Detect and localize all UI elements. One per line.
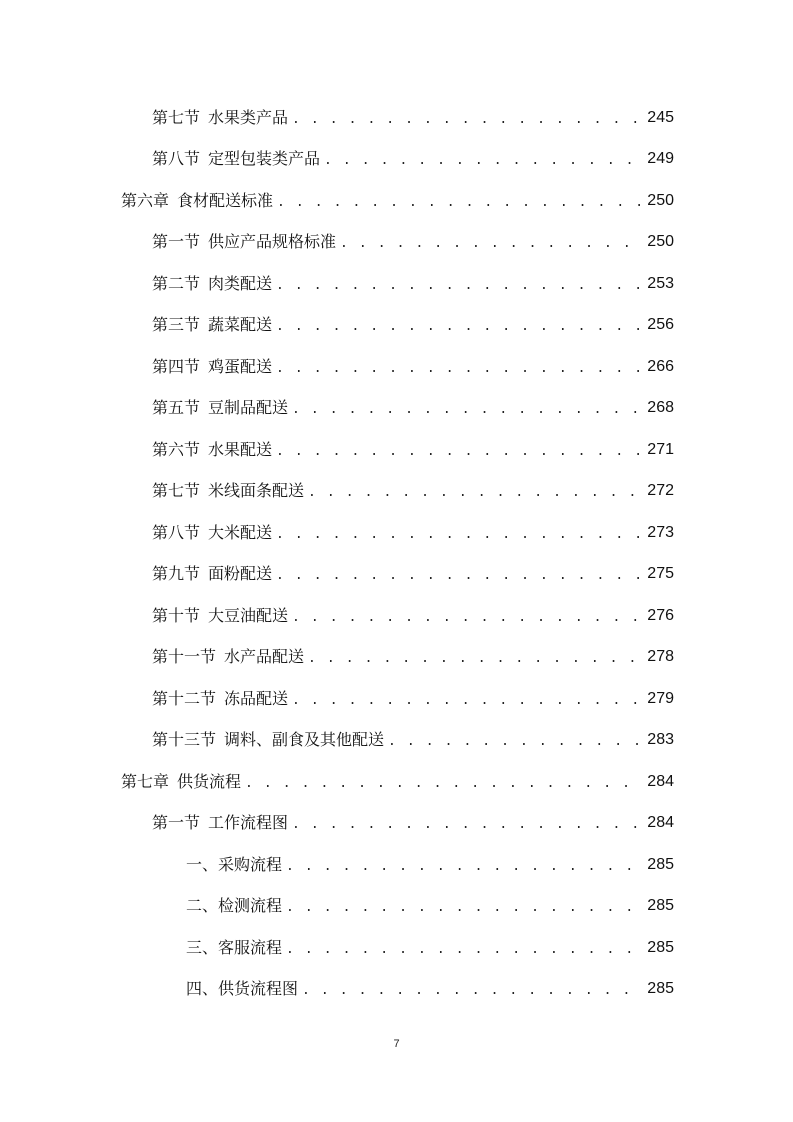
toc-entry-number: 第六章 xyxy=(121,190,170,210)
toc-entry[interactable] xyxy=(0,595,793,637)
toc-entry-title xyxy=(186,979,298,999)
toc-entry-page-number: 275 xyxy=(647,565,674,583)
toc-entry-text: 供货流程 xyxy=(177,771,242,791)
toc-entry-text: 供应产品规格标准 xyxy=(208,232,337,252)
dot-leader xyxy=(292,691,641,711)
toc-entry-number: 第七节 xyxy=(152,107,201,127)
toc-entry[interactable] xyxy=(0,305,793,347)
toc-entry[interactable] xyxy=(0,97,793,139)
toc-entry-title xyxy=(152,647,304,667)
dot-leader xyxy=(286,898,641,918)
toc-entry-number: 三、 xyxy=(186,937,219,957)
toc-entry-text: 水果配送 xyxy=(208,439,273,459)
dot-leader xyxy=(308,649,641,669)
toc-entry-text: 米线面条配送 xyxy=(208,481,305,501)
toc-entry-title xyxy=(152,440,272,460)
toc-entry-page-number: 250 xyxy=(647,191,674,209)
toc-entry[interactable] xyxy=(0,512,793,554)
toc-entry[interactable] xyxy=(0,720,793,762)
toc-entry[interactable] xyxy=(0,844,793,886)
toc-entry[interactable] xyxy=(0,388,793,430)
toc-entry[interactable] xyxy=(0,429,793,471)
toc-entry-title xyxy=(152,481,304,501)
dot-leader xyxy=(340,234,641,254)
toc-entry-page-number: 273 xyxy=(647,523,674,541)
toc-entry-number: 一、 xyxy=(186,854,219,874)
toc-entry-number: 第五节 xyxy=(152,398,201,418)
toc-entry[interactable] xyxy=(0,678,793,720)
toc-entry[interactable] xyxy=(0,139,793,181)
toc-entry-number: 第十三节 xyxy=(152,730,217,750)
toc-entry[interactable] xyxy=(0,222,793,264)
toc-entry-page-number: 250 xyxy=(647,233,674,251)
toc-entry-title xyxy=(152,357,272,377)
toc-entry[interactable] xyxy=(0,554,793,596)
toc-entry[interactable] xyxy=(0,263,793,305)
toc-entry-text: 调料、副食及其他配送 xyxy=(224,730,385,750)
dot-leader xyxy=(276,317,641,337)
toc-entry-number: 第八节 xyxy=(152,149,201,169)
dot-leader xyxy=(292,608,641,628)
dot-leader xyxy=(302,981,641,1001)
dot-leader xyxy=(276,442,641,462)
toc-entry-number: 第十一节 xyxy=(152,647,217,667)
toc-entry-page-number: 279 xyxy=(647,689,674,707)
toc-entry-page-number: 276 xyxy=(647,606,674,624)
toc-entry-page-number: 245 xyxy=(647,108,674,126)
toc-entry-text: 面粉配送 xyxy=(208,564,273,584)
toc-entry-page-number: 278 xyxy=(647,648,674,666)
toc-entry-text: 水产品配送 xyxy=(224,647,305,667)
toc-entry-text: 供货流程图 xyxy=(218,979,299,999)
toc-entry-title xyxy=(152,232,336,252)
toc-entry-page-number: 284 xyxy=(647,772,674,790)
toc-entry-number: 第四节 xyxy=(152,356,201,376)
dot-leader xyxy=(277,193,641,213)
toc-entry-text: 肉类配送 xyxy=(208,273,273,293)
toc-entry-number: 第七节 xyxy=(152,481,201,501)
toc-entry-number: 第九节 xyxy=(152,564,201,584)
toc-entry-title xyxy=(152,523,272,543)
dot-leader xyxy=(245,774,641,794)
toc-entry-number: 第十节 xyxy=(152,605,201,625)
toc-entry-text: 工作流程图 xyxy=(208,813,289,833)
toc-entry-number: 第二节 xyxy=(152,273,201,293)
dot-leader xyxy=(388,732,641,752)
toc-entry-page-number: 285 xyxy=(647,855,674,873)
toc-entry-title xyxy=(152,689,288,709)
toc-entry-page-number: 266 xyxy=(647,357,674,375)
dot-leader xyxy=(276,525,641,545)
toc-entry-title xyxy=(121,191,273,211)
toc-entry-text: 鸡蛋配送 xyxy=(208,356,273,376)
toc-entry-title xyxy=(152,274,272,294)
toc-entry-text: 豆制品配送 xyxy=(208,398,289,418)
table-of-contents xyxy=(0,97,793,1010)
toc-entry-text: 定型包装类产品 xyxy=(208,149,321,169)
dot-leader xyxy=(292,110,641,130)
toc-entry-title xyxy=(152,813,288,833)
toc-entry[interactable] xyxy=(0,637,793,679)
toc-entry-text: 大米配送 xyxy=(208,522,273,542)
toc-entry-number: 第六节 xyxy=(152,439,201,459)
toc-entry-title xyxy=(186,938,282,958)
dot-leader xyxy=(324,151,641,171)
toc-entry-title xyxy=(152,149,320,169)
toc-entry-page-number: 285 xyxy=(647,897,674,915)
toc-entry-number: 四、 xyxy=(186,979,219,999)
toc-entry-text: 客服流程 xyxy=(218,937,283,957)
toc-entry-page-number: 284 xyxy=(647,814,674,832)
toc-entry-title xyxy=(152,730,384,750)
toc-entry-number: 第三节 xyxy=(152,315,201,335)
dot-leader xyxy=(276,566,641,586)
toc-entry-title xyxy=(152,564,272,584)
toc-entry-text: 冻品配送 xyxy=(224,688,289,708)
dot-leader xyxy=(276,359,641,379)
toc-entry-title xyxy=(152,398,288,418)
toc-entry[interactable] xyxy=(0,471,793,513)
toc-entry-number: 第一节 xyxy=(152,232,201,252)
toc-entry-title xyxy=(186,855,282,875)
toc-entry-title xyxy=(121,772,241,792)
toc-entry-number: 第七章 xyxy=(121,771,170,791)
toc-entry[interactable] xyxy=(0,803,793,845)
toc-entry-number: 二、 xyxy=(186,896,219,916)
toc-entry-page-number: 272 xyxy=(647,482,674,500)
toc-entry-text: 食材配送标准 xyxy=(177,190,274,210)
toc-entry[interactable] xyxy=(0,969,793,1011)
toc-entry[interactable] xyxy=(0,346,793,388)
toc-entry-number: 第一节 xyxy=(152,813,201,833)
footer-page-number: 7 xyxy=(393,1038,400,1050)
toc-entry-text: 大豆油配送 xyxy=(208,605,289,625)
toc-entry-text: 蔬菜配送 xyxy=(208,315,273,335)
toc-entry-page-number: 285 xyxy=(647,938,674,956)
toc-entry-title xyxy=(152,108,288,128)
toc-entry[interactable] xyxy=(0,886,793,928)
toc-entry-page-number: 253 xyxy=(647,274,674,292)
toc-entry-title xyxy=(152,606,288,626)
toc-entry-text: 水果类产品 xyxy=(208,107,289,127)
dot-leader xyxy=(292,400,641,420)
toc-entry-page-number: 249 xyxy=(647,150,674,168)
toc-entry-title xyxy=(186,896,282,916)
toc-entry-title xyxy=(152,315,272,335)
dot-leader xyxy=(286,857,641,877)
toc-entry-page-number: 268 xyxy=(647,399,674,417)
dot-leader xyxy=(292,815,641,835)
toc-entry-page-number: 285 xyxy=(647,980,674,998)
toc-entry-text: 采购流程 xyxy=(218,854,283,874)
toc-entry[interactable] xyxy=(0,180,793,222)
toc-entry[interactable] xyxy=(0,761,793,803)
dot-leader xyxy=(308,483,641,503)
dot-leader xyxy=(286,940,641,960)
toc-entry[interactable] xyxy=(0,927,793,969)
dot-leader xyxy=(276,276,641,296)
toc-entry-page-number: 283 xyxy=(647,731,674,749)
toc-entry-number: 第八节 xyxy=(152,522,201,542)
toc-entry-number: 第十二节 xyxy=(152,688,217,708)
toc-entry-page-number: 256 xyxy=(647,316,674,334)
toc-entry-text: 检测流程 xyxy=(218,896,283,916)
toc-entry-page-number: 271 xyxy=(647,440,674,458)
